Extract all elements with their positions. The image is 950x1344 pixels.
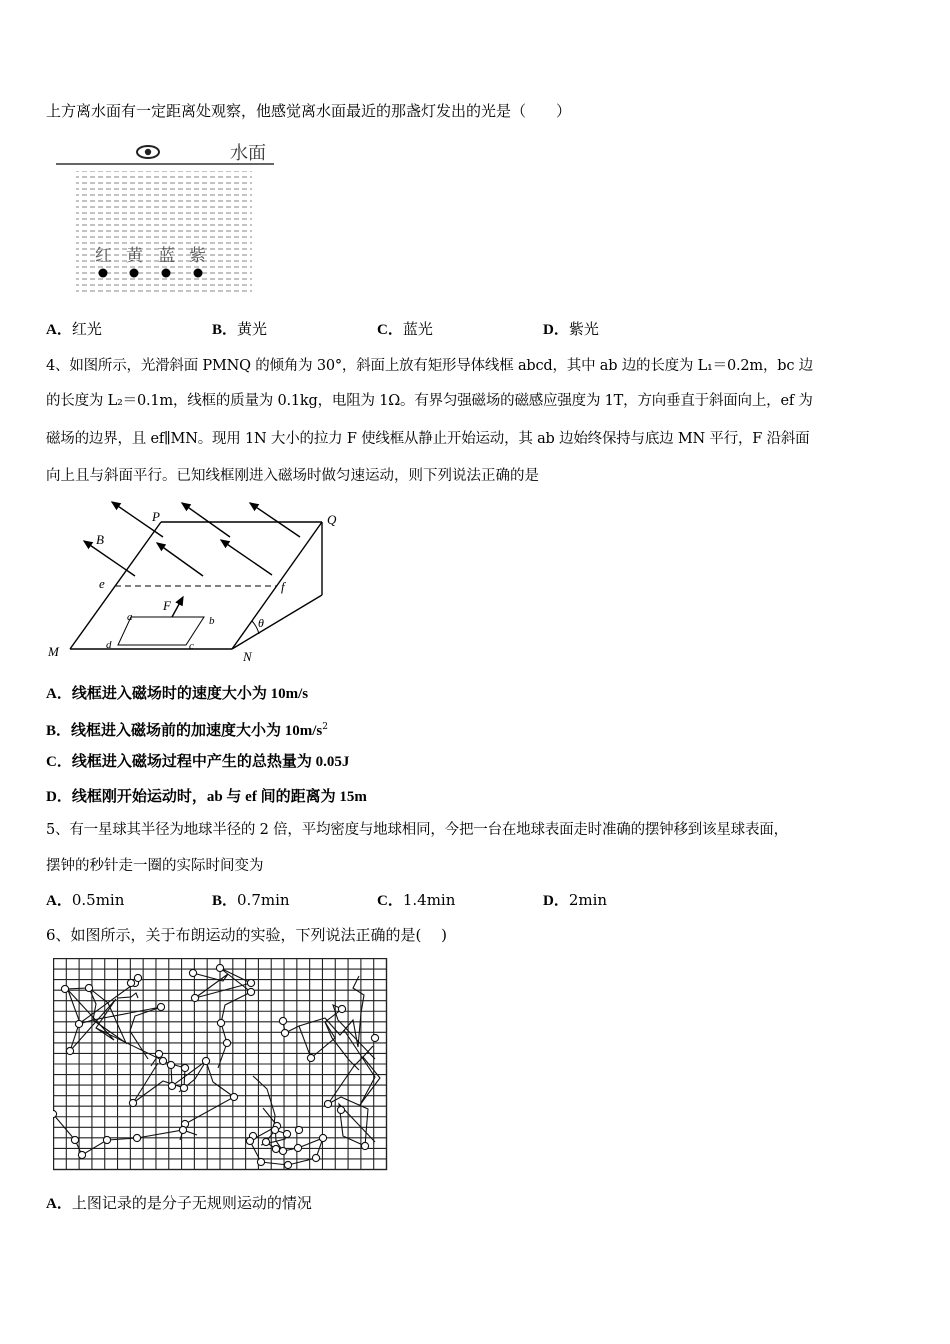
q3-option-a[interactable]: A．红光 [46,320,102,338]
particle-position-marker [134,974,141,981]
q5-option-c[interactable]: C．1.4min [377,891,456,909]
label-b: b [209,615,215,627]
q3-stem-tail: 上方离水面有一定距离处观察，他感觉离水面最近的那盏灯发出的光是（ ） [46,102,572,120]
particle-position-marker [103,1136,110,1143]
q4-option-c[interactable]: C．线框进入磁场过程中产生的总热量为 0.05J [46,754,350,770]
q4-stem-line-2: 的长度为 L₂＝0.1m，线框的质量为 0.1kg，电阻为 1Ω。有界匀强磁场的磁感应强度为 1T，方向垂直于斜面向上，ef 为 [46,393,813,409]
particle-position-marker [157,1003,164,1010]
particle-position-marker [66,1047,73,1054]
label-M: M [48,644,59,659]
label-d: d [106,639,112,651]
particle-position-marker [129,1099,136,1106]
q6-brownian-figure [53,958,389,1172]
particle-position-marker [295,1126,302,1133]
particle-position-marker [217,1019,224,1026]
particle-position-marker [294,1144,301,1151]
particle-position-marker [216,964,223,971]
q4-stem-line-3: 磁场的边界，且 ef∥MN。现用 1N 大小的拉力 F 使线框从静止开始运动，其 ab 边始终保持与底边 MN 平行，F 沿斜面 [46,431,810,447]
q4-stem-line-1: 4、如图所示，光滑斜面 PMNQ 的倾角为 30°，斜面上放有矩形导体线框 abcd，其中 ab 边的长度为 L₁＝0.2m，bc 边 [46,358,813,374]
particle-position-marker [155,1050,162,1057]
q4-option-d[interactable]: D．线框刚开始运动时，ab 与 ef 间的距离为 15m [46,789,367,805]
q6-stem: 6、如图所示，关于布朗运动的实验，下列说法正确的是( ) [46,926,448,944]
particle-position-marker [78,1151,85,1158]
label-F: F [163,598,171,613]
particle-position-marker [202,1057,209,1064]
particle-position-marker [279,1147,286,1154]
particle-position-marker [312,1154,319,1161]
lamp-dot-red [99,269,108,278]
q6-option-a[interactable]: A．上图记录的是分子无规则运动的情况 [46,1194,312,1212]
particle-position-marker [338,1005,345,1012]
lamp-dot-yellow [130,269,139,278]
q3-option-c[interactable]: C．蓝光 [377,320,433,338]
q5-stem-line-1: 5、有一星球其半径为地球半径的 2 倍，平均密度与地球相同，今把一台在地球表面走时准确的摆钟移到该星球表面， [46,822,788,838]
particle-position-marker [281,1029,288,1036]
lamp-dot-blue [162,269,171,278]
label-a: a [127,611,133,623]
q5-option-d[interactable]: D．2min [543,891,608,909]
particle-position-marker [223,1039,230,1046]
q5-option-a[interactable]: A．0.5min [46,891,125,909]
label-N: N [243,649,252,664]
lamp-label-blue: 蓝 [158,246,175,265]
particle-position-marker [75,1020,82,1027]
particle-position-marker [272,1145,279,1152]
label-e: e [99,576,105,591]
lamp-dot-purple [194,269,203,278]
label-c: c [189,640,194,652]
particle-position-marker [61,985,68,992]
particle-position-marker [324,1100,331,1107]
particle-position-marker [181,1064,188,1071]
q4-option-a[interactable]: A．线框进入磁场时的速度大小为 10m/s [46,686,309,702]
eye-icon [137,146,159,158]
particle-position-marker [283,1130,290,1137]
lamp-label-purple: 紫 [189,246,206,265]
particle-position-marker [191,994,198,1001]
q5-stem-line-2: 摆钟的秒针走一圈的实际时间变为 [46,858,264,874]
lamp-label-red: 红 [95,246,112,265]
particle-position-marker [279,1017,286,1024]
label-P: P [152,509,160,524]
particle-position-marker [371,1034,378,1041]
particle-position-marker [247,979,254,986]
particle-position-marker [159,1057,166,1064]
particle-position-marker [180,1084,187,1091]
particle-position-marker [262,1138,269,1145]
particle-position-marker [307,1054,314,1061]
particle-position-marker [189,969,196,976]
particle-position-marker [71,1136,78,1143]
q4-option-b[interactable]: B．线框进入磁场前的加速度大小为 $10m/s^2$ [46,722,329,739]
q5-option-b[interactable]: B．0.7min [212,891,290,909]
label-B: B [96,532,104,547]
particle-position-marker [271,1126,278,1133]
particle-position-marker [257,1158,264,1165]
particle-position-marker [361,1142,368,1149]
particle-position-marker [85,984,92,991]
particle-position-marker [230,1093,237,1100]
q4-incline-figure [40,500,360,670]
q3-option-d[interactable]: D．紫光 [543,320,599,338]
label-theta: θ [258,616,264,630]
q3-water-figure [50,138,290,298]
particle-position-marker [247,988,254,995]
particle-position-marker [53,1110,57,1117]
particle-position-marker [337,1106,344,1113]
label-f: f [281,579,285,594]
q3-option-b[interactable]: B．黄光 [212,320,268,338]
particle-position-marker [133,1134,140,1141]
lamp-label-yellow: 黄 [126,246,143,265]
particle-position-marker [127,979,134,986]
particle-position-marker [179,1126,186,1133]
water-surface-label: 水面 [230,143,266,163]
particle-position-marker [167,1061,174,1068]
particle-position-marker [319,1134,326,1141]
label-Q: Q [327,512,337,527]
q4-stem-line-4: 向上且与斜面平行。已知线框刚进入磁场时做匀速运动，则下列说法正确的是 [46,468,539,484]
particle-position-marker [284,1161,291,1168]
particle-position-marker [246,1137,253,1144]
particle-position-marker [168,1082,175,1089]
